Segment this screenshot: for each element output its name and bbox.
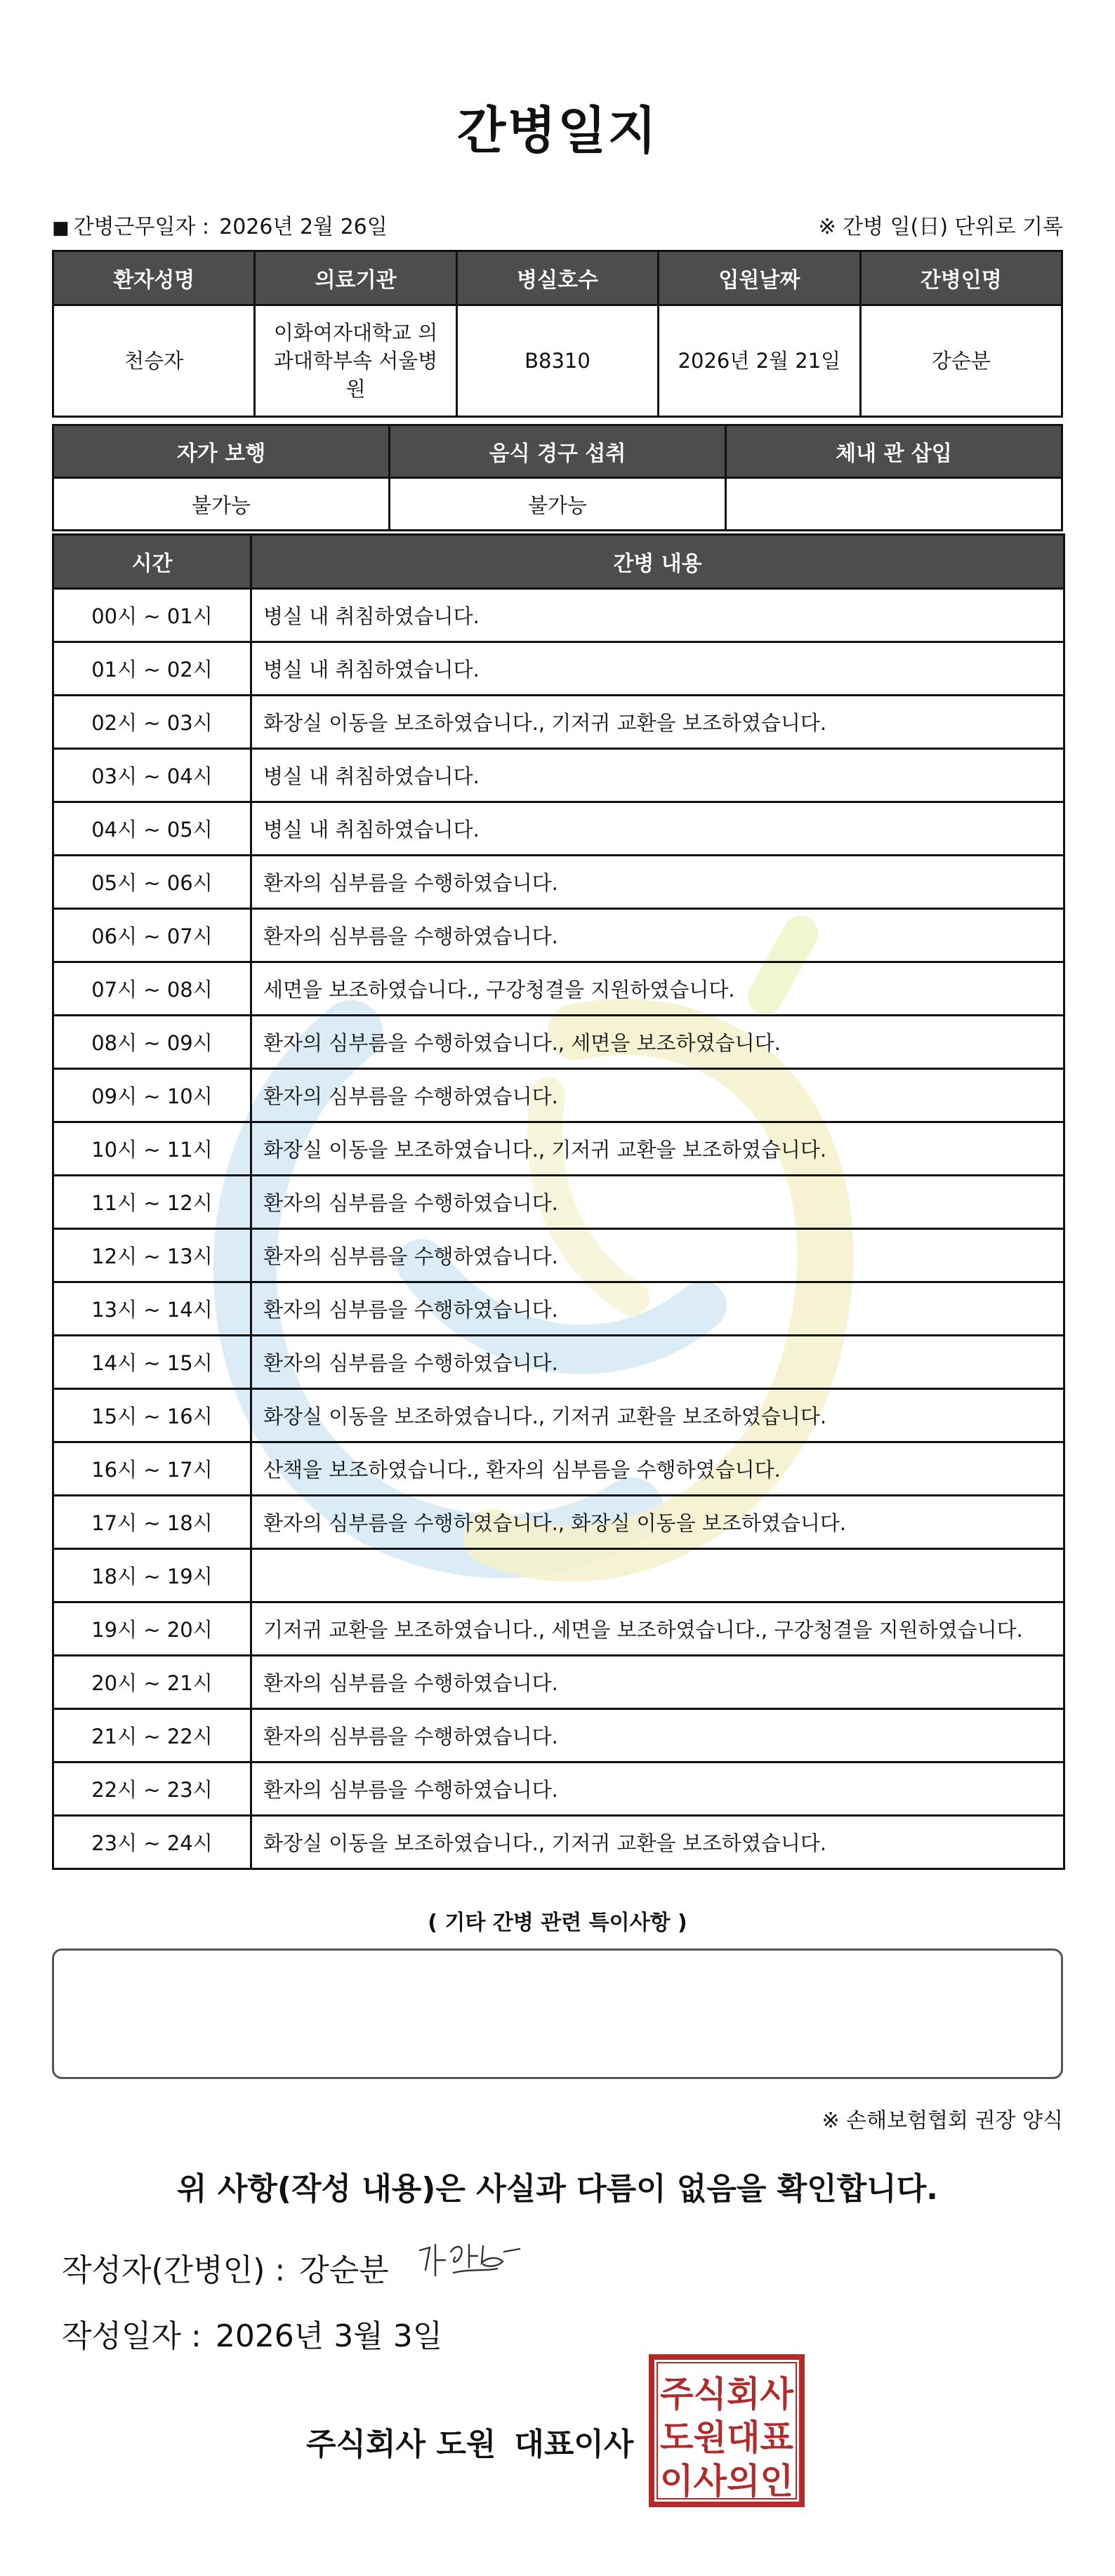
log-time: 22시 ~ 23시 (53, 1762, 251, 1816)
table-row (53, 1709, 1064, 1762)
log-time: 18시 ~ 19시 (53, 1549, 251, 1602)
signature-icon (414, 2236, 527, 2285)
room-number: B8310 (456, 305, 658, 417)
work-date (52, 209, 388, 240)
log-time: 17시 ~ 18시 (53, 1496, 251, 1549)
seal-text: 도원대표 (660, 2417, 794, 2458)
hospital-name: 이화여자대학교 의과대학부속 서울병원 (255, 305, 456, 417)
page-title: 간병일지 (456, 101, 659, 160)
writer-label: 작성자(간병인) : (62, 2252, 286, 2288)
log-time: 06시 ~ 07시 (53, 909, 251, 962)
table-row (53, 909, 1064, 962)
tube-insertion-value (726, 478, 1062, 531)
table-row (53, 1122, 1064, 1176)
oral-intake-value: 불가능 (390, 478, 726, 531)
log-time: 21시 ~ 22시 (53, 1709, 251, 1762)
log-content: 병실 내 취침하였습니다. (251, 642, 1064, 696)
care-log-header-row (53, 535, 1064, 589)
representative-title: 대표이사 (514, 2426, 634, 2462)
table-row (53, 749, 1064, 802)
log-time: 03시 ~ 04시 (53, 749, 251, 802)
log-time: 19시 ~ 20시 (53, 1602, 251, 1656)
table-row (53, 642, 1064, 696)
care-log-table (52, 533, 1065, 1870)
writer-name: 강순분 (299, 2252, 389, 2288)
log-content: 화장실 이동을 보조하였습니다., 기저귀 교환을 보조하였습니다. (251, 696, 1064, 749)
log-time: 14시 ~ 15시 (53, 1336, 251, 1389)
log-time: 13시 ~ 14시 (53, 1282, 251, 1336)
table-row (53, 696, 1064, 749)
table-row (53, 856, 1064, 909)
table-row (53, 1549, 1064, 1602)
table-row (53, 1816, 1064, 1869)
writer-line (62, 2245, 389, 2290)
log-time: 12시 ~ 13시 (53, 1229, 251, 1282)
log-content: 환자의 심부름을 수행하였습니다. (251, 1069, 1064, 1122)
table-row (53, 1442, 1064, 1496)
patient-info-value-row (53, 305, 1062, 417)
patient-name: 천승자 (53, 305, 255, 417)
work-date-value: 2026년 2월 26일 (219, 215, 388, 239)
log-content (251, 1549, 1064, 1602)
recommend-note: ※ 손해보험협회 권장 양식 (822, 2109, 1063, 2133)
table-row (53, 1282, 1064, 1336)
log-time: 09시 ~ 10시 (53, 1069, 251, 1122)
table-row (53, 589, 1064, 642)
company-line (306, 2419, 633, 2464)
header-room: 병실호수 (456, 251, 658, 305)
log-content: 환자의 심부름을 수행하였습니다., 화장실 이동을 보조하였습니다. (251, 1496, 1064, 1549)
write-date-label: 작성일자 : (62, 2318, 202, 2354)
table-row (53, 1389, 1064, 1442)
write-date-line (62, 2311, 442, 2356)
notes-box (52, 1948, 1063, 2079)
table-row (53, 1496, 1064, 1549)
header-self-walking: 자가 보행 (53, 425, 390, 478)
seal-text: 이사의인 (660, 2461, 793, 2502)
admission-date: 2026년 2월 21일 (659, 305, 860, 417)
log-content: 병실 내 취침하였습니다. (251, 749, 1064, 802)
log-content: 환자의 심부름을 수행하였습니다. (251, 1709, 1064, 1762)
log-content: 환자의 심부름을 수행하였습니다. (251, 1656, 1064, 1709)
log-content: 환자의 심부름을 수행하였습니다. (251, 1282, 1064, 1336)
company-name: 주식회사 도원 (306, 2426, 496, 2462)
log-time: 11시 ~ 12시 (53, 1176, 251, 1229)
table-row (53, 1762, 1064, 1816)
patient-status-header-row (53, 425, 1062, 478)
log-content: 환자의 심부름을 수행하였습니다. (251, 909, 1064, 962)
log-time: 08시 ~ 09시 (53, 1016, 251, 1069)
caregiver-name: 강순분 (860, 305, 1062, 417)
header-hospital: 의료기관 (255, 251, 456, 305)
self-walking-value: 불가능 (53, 478, 390, 531)
header-time: 시간 (53, 535, 251, 589)
table-row (53, 1336, 1064, 1389)
log-time: 07시 ~ 08시 (53, 962, 251, 1016)
write-date-value: 2026년 3월 3일 (215, 2318, 443, 2354)
log-time: 01시 ~ 02시 (53, 642, 251, 696)
work-date-label: 간병근무일자 : (73, 215, 210, 239)
log-content: 환자의 심부름을 수행하였습니다. (251, 1229, 1064, 1282)
header-tube-insertion: 체내 관 삽입 (726, 425, 1062, 478)
log-content: 환자의 심부름을 수행하였습니다., 세면을 보조하였습니다. (251, 1016, 1064, 1069)
seal-text: 주식회사 (660, 2374, 794, 2415)
log-content: 화장실 이동을 보조하였습니다., 기저귀 교환을 보조하였습니다. (251, 1389, 1064, 1442)
log-content: 병실 내 취침하였습니다. (251, 802, 1064, 856)
care-log-body (53, 589, 1064, 1869)
header-care-content: 간병 내용 (251, 535, 1064, 589)
patient-status-table (52, 424, 1063, 531)
log-time: 00시 ~ 01시 (53, 589, 251, 642)
log-content: 기저귀 교환을 보조하였습니다., 세면을 보조하였습니다., 구강청결을 지원하였습니다. (251, 1602, 1064, 1656)
table-row (53, 1602, 1064, 1656)
table-row (53, 802, 1064, 856)
header-oral-intake: 음식 경구 섭취 (390, 425, 726, 478)
unit-note: ※ 간병 일(日) 단위로 기록 (818, 215, 1063, 239)
log-content: 환자의 심부름을 수행하였습니다. (251, 1176, 1064, 1229)
log-time: 15시 ~ 16시 (53, 1389, 251, 1442)
log-time: 04시 ~ 05시 (53, 802, 251, 856)
log-content: 환자의 심부름을 수행하였습니다. (251, 856, 1064, 909)
confirmation-statement: 위 사항(작성 내용)은 사실과 다름이 없음을 확인합니다. (177, 2171, 938, 2207)
log-content: 환자의 심부름을 수행하였습니다. (251, 1336, 1064, 1389)
log-content: 병실 내 취침하였습니다. (251, 589, 1064, 642)
notes-title: ( 기타 간병 관련 특이사항 ) (428, 1911, 687, 1935)
table-row (53, 1176, 1064, 1229)
table-row (53, 1016, 1064, 1069)
header-patient-name: 환자성명 (53, 251, 255, 305)
table-row (53, 1069, 1064, 1122)
log-content: 환자의 심부름을 수행하였습니다. (251, 1762, 1064, 1816)
table-row (53, 1656, 1064, 1709)
header-caregiver-name: 간병인명 (860, 251, 1062, 305)
log-time: 23시 ~ 24시 (53, 1816, 251, 1869)
log-time: 02시 ~ 03시 (53, 696, 251, 749)
patient-status-value-row (53, 478, 1062, 531)
log-time: 10시 ~ 11시 (53, 1122, 251, 1176)
log-time: 05시 ~ 06시 (53, 856, 251, 909)
log-time: 16시 ~ 17시 (53, 1442, 251, 1496)
log-content: 세면을 보조하였습니다., 구강청결을 지원하였습니다. (251, 962, 1064, 1016)
log-content: 산책을 보조하였습니다., 환자의 심부름을 수행하였습니다. (251, 1442, 1064, 1496)
table-row (53, 962, 1064, 1016)
patient-info-header-row (53, 251, 1062, 305)
log-time: 20시 ~ 21시 (53, 1656, 251, 1709)
company-seal-icon (647, 2353, 806, 2509)
square-bullet-icon: ■ (52, 218, 70, 239)
log-content: 화장실 이동을 보조하였습니다., 기저귀 교환을 보조하였습니다. (251, 1122, 1064, 1176)
header-admission-date: 입원날짜 (659, 251, 860, 305)
table-row (53, 1229, 1064, 1282)
log-content: 화장실 이동을 보조하였습니다., 기저귀 교환을 보조하였습니다. (251, 1816, 1064, 1869)
patient-info-table (52, 250, 1063, 418)
